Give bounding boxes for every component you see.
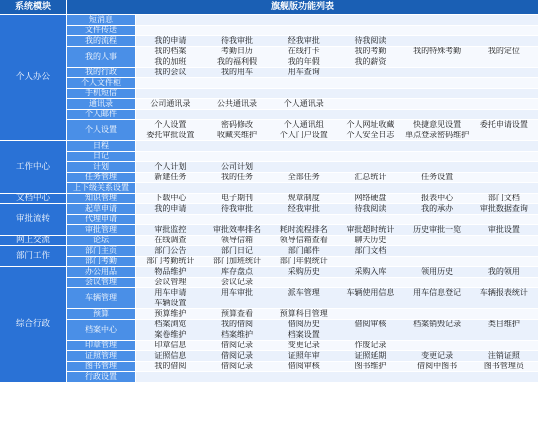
submodule-label: 办公用品 [67,267,135,277]
feature-item: 部门邮件 [287,246,320,255]
feature-item: 公共通讯录 [217,99,258,108]
feature-item: 委托审批设置 [146,130,195,140]
feature-item: 审批数据查询 [479,204,528,213]
feature-item: 用车申请 [154,288,187,297]
submodule-label: 我的行政 [67,68,135,78]
feature-item: 个人网址收藏 [346,120,395,129]
feature-item: 用车审批 [221,288,254,297]
submodule-label: 档案中心 [67,320,135,340]
feature-item: 我的任务 [221,172,254,182]
feature-item: 部门日记 [221,246,254,255]
feature-item: 下载中心 [154,193,187,203]
module-label: 网上交流 [0,236,66,246]
feature-item: 待我阅读 [354,204,387,213]
feature-item: 个人通讯录 [283,99,324,108]
feature-item: 领导信箱查看 [279,235,328,245]
submodule-label: 手机短信 [67,89,135,99]
feature-item: 审批效率排名 [213,225,262,234]
feature-item: 借阅审核 [287,361,320,371]
feature-item: 我的领用 [487,267,520,276]
feature-item: 预算维护 [154,309,187,318]
submodule-label: 图书管理 [67,362,135,372]
submodule-label: 计划 [67,162,135,172]
feature-item: 采购历史 [287,267,320,276]
feature-item: 借阅中图书 [417,361,458,371]
row-band [136,372,538,382]
feature-item: 部门年假统计 [279,256,328,266]
feature-item: 部门考勤统计 [146,256,195,266]
module-label: 个人办公 [0,15,66,140]
feature-item: 我的福利假 [217,57,258,66]
submodule-label: 通讯录 [67,99,135,109]
feature-item: 在线调查 [154,235,187,245]
submodule-label: 论坛 [67,236,135,246]
feature-item: 公司通讯录 [150,99,191,108]
submodule-label: 任务管理 [67,173,135,183]
feature-item: 用车查询 [287,67,320,77]
feature-item: 个人设置 [154,120,187,129]
feature-item: 历史审批一览 [413,225,462,234]
submodule-label: 个人设置 [67,120,135,140]
row-band [136,78,538,88]
feature-item: 个人计划 [154,162,187,171]
submodule-label: 代理申请 [67,215,135,225]
submodule-label: 预算 [67,309,135,319]
feature-item: 部门公告 [154,246,187,255]
feature-item: 我的加班 [154,57,187,66]
feature-item: 部门文档 [487,193,520,203]
module-label: 文档中心 [0,194,66,204]
feature-item: 派车管理 [287,288,320,297]
feature-item: 全部任务 [287,172,320,182]
feature-item: 库存盘点 [221,267,254,276]
feature-item: 聊天历史 [354,235,387,245]
submodule-label: 证照管理 [67,351,135,361]
feature-item: 变更记录 [287,340,320,350]
module-label: 部门工作 [0,246,66,266]
feature-item: 在线打卡 [287,46,320,56]
submodule-label: 文件传送 [67,26,135,36]
feature-item: 考勤日历 [221,46,254,56]
feature-item: 我的年假 [287,57,320,66]
row-band [136,141,538,151]
feature-item: 档案销毁记录 [413,319,462,329]
feature-item: 个人通讯组 [283,120,324,129]
feature-item: 证照延期 [354,351,387,360]
feature-item: 会议记录 [221,277,254,287]
row-band [136,183,538,193]
feature-item: 预算查看 [221,309,254,318]
row-band [136,89,538,99]
row-band [136,15,538,25]
feature-item: 领导信箱 [221,235,254,245]
feature-item: 档案浏览 [154,319,187,329]
feature-item: 车辆报表统计 [479,288,528,297]
feature-item: 借阅历史 [287,319,320,329]
submodule-label: 印章管理 [67,341,135,351]
feature-item: 网络硬盘 [354,193,387,203]
submodule-label: 短消息 [67,15,135,25]
feature-item: 我的申请 [154,204,187,213]
feature-item: 物品维护 [154,267,187,276]
feature-item: 待我阅读 [354,36,387,45]
feature-item: 类目维护 [487,319,520,329]
submodule-label: 日记 [67,152,135,162]
feature-item: 单点登录密码维护 [405,130,470,140]
module-label: 工作中心 [0,141,66,193]
feature-item: 会议管理 [154,277,187,287]
feature-item: 经我审批 [287,36,320,45]
feature-item: 我的档案 [154,46,187,56]
feature-item: 电子期刊 [221,193,254,203]
feature-item: 待我审批 [221,204,254,213]
feature-item: 待我审批 [221,36,254,45]
feature-item: 我的借阅 [154,361,187,371]
header-module: 系统模块 [0,0,66,14]
submodule-label: 部门考勤 [67,257,135,267]
feature-item: 任务设置 [421,172,454,182]
feature-item: 证照信息 [154,351,187,360]
submodule-label: 上下级关系设置 [67,183,135,193]
submodule-label: 我的人事 [67,47,135,67]
feature-item: 我的特殊考勤 [413,46,462,56]
module-label: 综合行政 [0,267,66,382]
submodule-label: 个人邮件 [67,110,135,120]
feature-item: 借阅记录 [221,340,254,350]
feature-item: 档案设置 [287,330,320,339]
submodule-label: 车辆管理 [67,288,135,308]
feature-item: 公司计划 [221,162,254,171]
feature-item: 密码修改 [221,120,254,129]
feature-item: 审批监控 [154,225,187,234]
feature-item: 部门文档 [354,246,387,255]
feature-item: 图书管理员 [483,361,524,371]
feature-item: 采购入库 [354,267,387,276]
submodule-label: 日程 [67,141,135,151]
row-band [136,152,538,162]
feature-item: 审批超时统计 [346,225,395,234]
submodule-label: 个人文件柜 [67,78,135,88]
feature-item: 我的定位 [487,46,520,56]
row-band [136,215,538,225]
feature-item: 个人安全日志 [346,130,395,140]
feature-item: 快捷意见设置 [413,120,462,129]
feature-item: 耗时流程排名 [279,225,328,234]
feature-item: 档案维护 [221,330,254,339]
feature-item: 审批设置 [487,225,520,234]
feature-item: 车辆使用信息 [346,288,395,297]
feature-item: 借阅记录 [221,351,254,360]
feature-item: 部门加班统计 [213,256,262,266]
feature-item: 新建任务 [154,172,187,182]
feature-item: 经我审批 [287,204,320,213]
feature-item: 规章制度 [287,193,320,203]
submodule-label: 起草申请 [67,204,135,214]
feature-item: 我的借阅 [221,319,254,329]
feature-item: 借阅记录 [221,361,254,371]
submodule-label: 部门主页 [67,246,135,256]
submodule-label: 审批管理 [67,225,135,235]
feature-item: 证照年审 [287,351,320,360]
feature-item: 我的申请 [154,36,187,45]
feature-item: 印章信息 [154,340,187,350]
feature-item: 我的用车 [221,67,254,77]
row-band [136,110,538,120]
feature-item: 我的承办 [421,204,454,213]
feature-item: 我的薪资 [354,57,387,66]
feature-item: 预算科目管理 [279,309,328,318]
feature-item: 借阅审核 [354,319,387,329]
submodule-label: 行政设置 [67,372,135,382]
header-title: 旗舰版功能列表 [67,0,538,14]
row-band [136,26,538,36]
feature-item: 报表中心 [421,193,454,203]
feature-item: 变更记录 [421,351,454,360]
feature-item: 注销证照 [487,351,520,360]
feature-item: 作废记录 [354,340,387,350]
submodule-label: 知识管理 [67,194,135,204]
feature-item: 图书维护 [354,361,387,371]
submodule-label: 我的流程 [67,36,135,46]
submodule-label: 会议管理 [67,278,135,288]
feature-item: 收藏夹维护 [217,130,258,140]
feature-item: 委托申请设置 [479,120,528,129]
feature-item: 案卷维护 [154,330,187,339]
feature-item: 汇总统计 [354,172,387,182]
feature-item: 车辆设置 [154,298,187,308]
module-label: 审批流转 [0,204,66,235]
feature-item: 用车信息登记 [413,288,462,297]
feature-item: 领用历史 [421,267,454,276]
feature-item: 我的考勤 [354,46,387,56]
feature-item: 个人门户设置 [279,130,328,140]
feature-item: 我的会议 [154,67,187,77]
